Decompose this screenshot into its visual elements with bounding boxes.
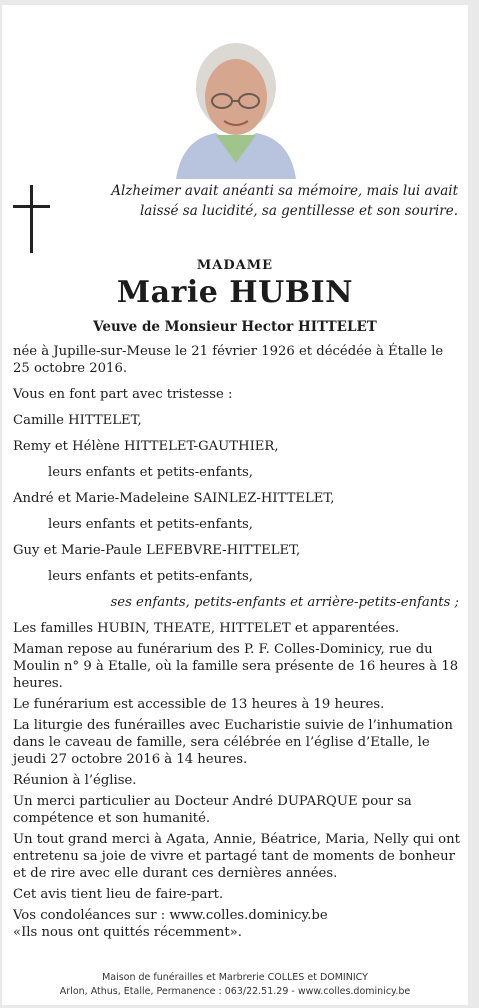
birth-death-text: née à Jupille-sur-Meuse le 21 février 1926 et décédée à Étalle le 25 octobre 2016. bbox=[13, 344, 444, 376]
family-line: leurs enfants et petits-enfants, bbox=[48, 465, 253, 480]
closing-text: «Ils nous ont quittés récemment». bbox=[13, 925, 242, 940]
footer-line-1: Maison de funérailles et Marbrerie COLLES et DOMINICY bbox=[102, 972, 368, 983]
condolences-text: Vos condoléances sur : www.colles.dominicy.be bbox=[13, 908, 328, 923]
announcement-body bbox=[13, 343, 463, 941]
families-text: Les familles HUBIN, THEATE, HITTELET et apparentées. bbox=[13, 621, 400, 636]
quote-line-1: Alzheimer avait anéanti sa mémoire, mais lui avait bbox=[111, 183, 458, 199]
reunion-text: Réunion à l’église. bbox=[13, 773, 137, 788]
liturgy-text: La liturgie des funérailles avec Eucharistie suivie de l’inhumation dans le caveau de famille, sera célébrée en l’église d’Etalle, le jeudi 27 octobre 2016 à 14 heures. bbox=[13, 718, 453, 767]
deceased-name: Marie HUBIN bbox=[116, 275, 354, 310]
family-line: Guy et Marie-Paule LEFEBVRE-HITTELET, bbox=[13, 543, 301, 558]
footer-line-2: Arlon, Athus, Etalle, Permanence : 063/22.51.29 - www.colles.dominicy.be bbox=[59, 986, 411, 997]
widow-line: Veuve de Monsieur Hector HITTELET bbox=[93, 319, 377, 335]
quote bbox=[78, 181, 458, 221]
obituary-card bbox=[2, 5, 468, 1005]
funerarium-text: Maman repose au funérarium des P. F. Colles-Dominicy, rue du Moulin n° 9 à Etalle, où la famille sera présente de 16 heures à 18 heures. bbox=[13, 642, 459, 691]
notice-text: Cet avis tient lieu de faire-part. bbox=[13, 887, 224, 902]
intro-text: Vous en font part avec tristesse : bbox=[13, 387, 233, 402]
footer bbox=[2, 971, 468, 999]
thanks-doctor-text: Un merci particulier au Docteur André DUPARQUE pour sa compétence et son humanité. bbox=[13, 794, 412, 826]
family-line: Remy et Hélène HITTELET-GAUTHIER, bbox=[13, 439, 279, 454]
family-line: Camille HITTELET, bbox=[13, 413, 142, 428]
family-line: leurs enfants et petits-enfants, bbox=[48, 569, 253, 584]
quote-line-2: laissé sa lucidité, sa gentillesse et son sourire. bbox=[139, 203, 458, 219]
title-madame: MADAME bbox=[196, 258, 274, 273]
access-text: Le funérarium est accessible de 13 heures à 19 heures. bbox=[13, 697, 385, 712]
portrait-photo bbox=[172, 35, 300, 179]
family-line: André et Marie-Madeleine SAINLEZ-HITTELET, bbox=[13, 491, 335, 506]
grandchildren-line: ses enfants, petits-enfants et arrière-petits-enfants ; bbox=[110, 595, 459, 610]
family-line: leurs enfants et petits-enfants, bbox=[48, 517, 253, 532]
cross-icon bbox=[13, 185, 53, 253]
thanks-staff-text: Un tout grand merci à Agata, Annie, Béatrice, Maria, Nelly qui ont entretenu sa joie de vivre et partagé tant de moments de bonheur et de rire avec elle durant ces dernières années. bbox=[13, 832, 460, 881]
